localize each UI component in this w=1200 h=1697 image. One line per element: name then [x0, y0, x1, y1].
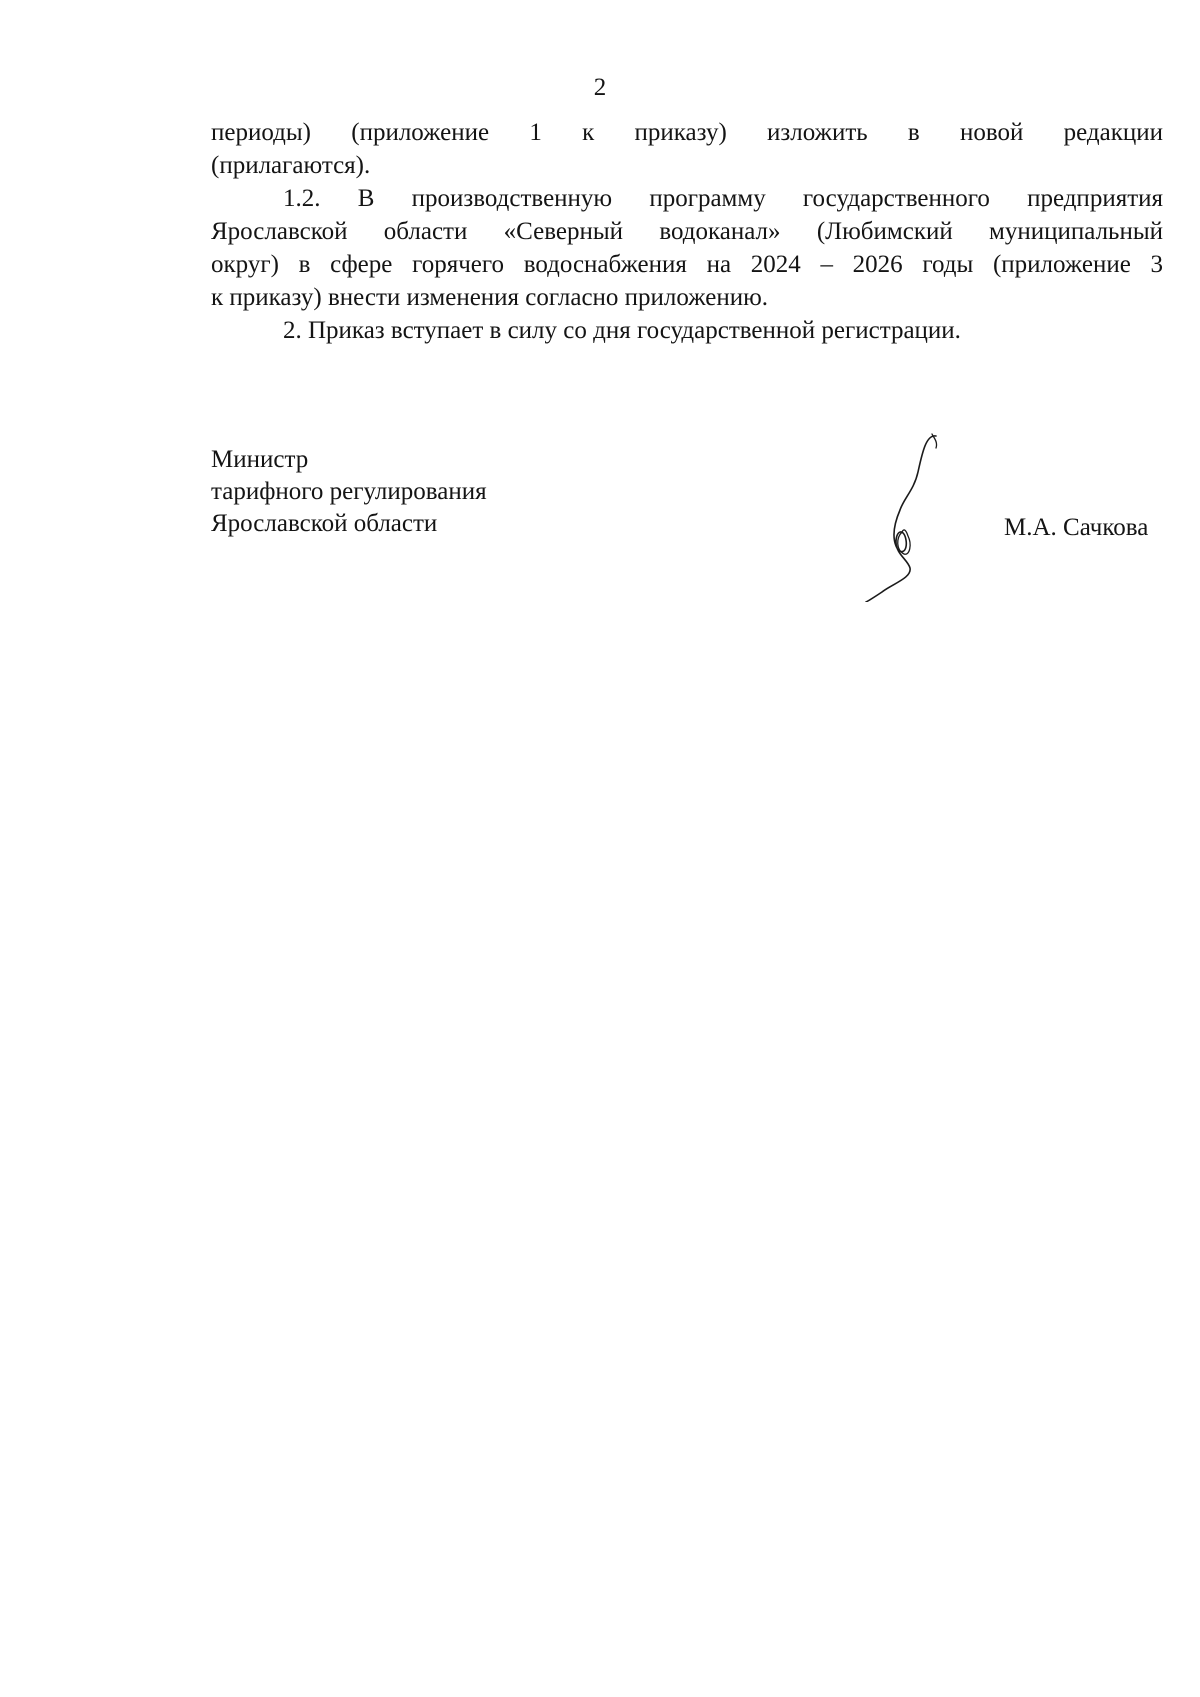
paragraph-2-line-3: округ) в сфере горячего водоснабжения на 2024 – 2026 годы (приложение 3	[211, 251, 1163, 278]
paragraph-2-line-2: Ярославской области «Северный водоканал» (Любимский муниципальный	[211, 218, 1163, 245]
handwritten-signature-icon	[852, 432, 942, 602]
paragraph-1-line-1: периоды) (приложение 1 к приказу) изложить в новой редакции	[211, 119, 1163, 146]
paragraph-2-line-1: 1.2. В производственную программу государственного предприятия	[283, 185, 1163, 212]
signatory-title-line-2: тарифного регулирования	[211, 478, 487, 505]
paragraph-2-line-4: к приказу) внести изменения согласно приложению.	[211, 284, 769, 311]
signatory-name: М.А. Сачкова	[1004, 514, 1149, 541]
document-body	[211, 116, 1163, 347]
paragraph-3: 2. Приказ вступает в силу со дня государственной регистрации.	[283, 317, 961, 344]
signatory-title	[211, 444, 487, 540]
paragraph-1-line-2: (прилагаются).	[211, 152, 371, 179]
page-number: 2	[593, 74, 607, 101]
signatory-title-line-1: Министр	[211, 446, 309, 473]
signatory-title-line-3: Ярославской области	[211, 510, 438, 537]
